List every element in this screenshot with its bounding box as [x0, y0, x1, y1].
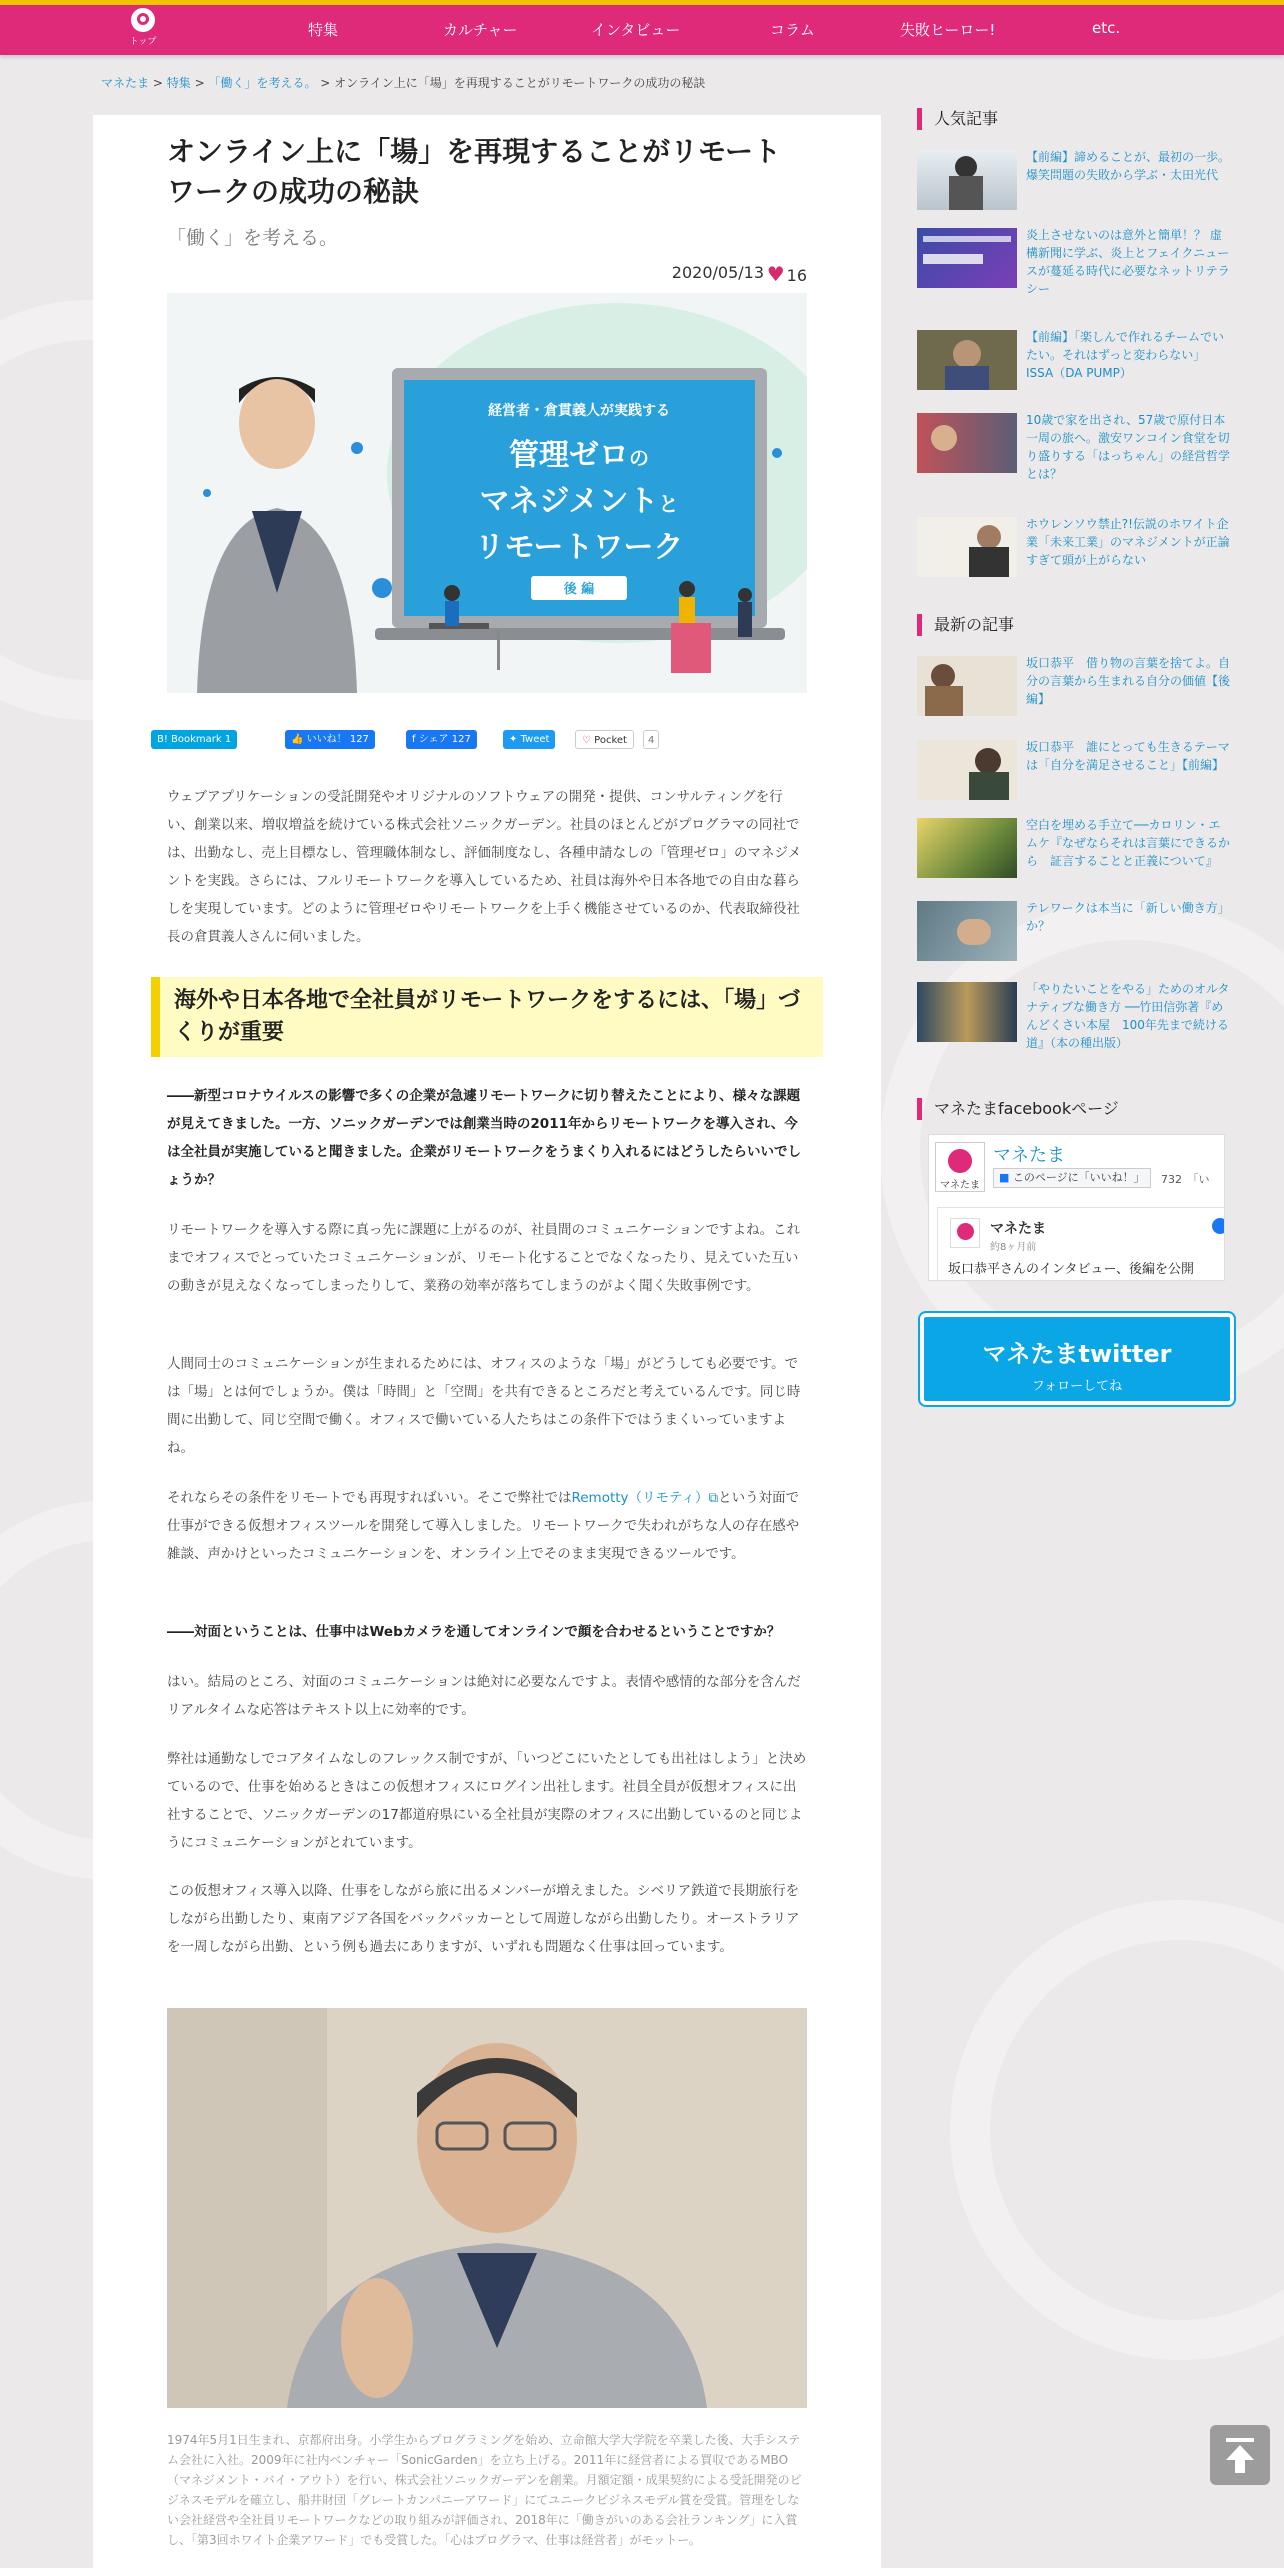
latest-heading: 最新の記事 [917, 614, 1014, 636]
breadcrumb-feature[interactable]: 特集 [166, 76, 191, 90]
latest-item-3[interactable]: 空白を埋める手立て──カロリン・エムケ『なぜならそれは言葉にできるから 証言することと正義について』 [917, 818, 1232, 882]
breadcrumb: マネたま > 特集 > 「働く」を考える。 > オンライン上に「場」を再現することがリモートワークの成功の秘訣 [101, 76, 706, 90]
article-intro: ウェブアプリケーションの受託開発やオリジナルのソフトウェアの開発・提供、コンサルティングを行い、創業以来、増収増益を続けている株式会社ソニックガーデン。社員のほとんどがプログラマの同社では、出勤なし、売上目標なし、管理職体制なし、評価制度なし、各種申請なしの「管理ゼロ」のマネジメントを実践。さらには、フルリモートワークを導入しているため、社員は海外や日本各地での自由な暮らしを実現しています。どのように管理ゼロやリモートワークを上手く機能させているのか、代表取締役社長の倉貫義人さんに伺いました。 [167, 789, 802, 945]
remotty-link[interactable]: Remotty（リモティ） [571, 1490, 709, 1506]
facebook-share-button[interactable]: f シェア 127 [406, 730, 477, 749]
hero-illustration [167, 293, 807, 693]
latest-thumb-1 [917, 656, 1017, 716]
latest-item-5[interactable]: 「やりたいことをやる」ためのオルタナティブな働き方 ──竹田信弥著『めんどくさい本屋 100年先まで続ける道』（本の種出版） [917, 982, 1232, 1046]
twitter-title: マネたまtwitter [982, 1340, 1172, 1368]
twitter-follow-button[interactable] [920, 1313, 1234, 1405]
thumbs-up-icon: 👍 [291, 734, 304, 745]
article-date: 2020/05/13 [671, 263, 764, 282]
fb-post-time: 約8ヶ月前 [990, 1242, 1037, 1253]
interview-photo-illustration [167, 2008, 807, 2408]
answer-5: 弊社は通勤なしでコアタイムなしのフレックス制ですが、「いつどこにいたとしても出社はしよう」と決めているので、仕事を始めるときはこの仮想オフィスにログイン出社します。社員全員が仮想オフィスに出社することで、ソニックガーデンの17都道府県にいる全社員が実際のオフィスに出勤しているのと同じようにコミュニケーションがとれています。 [167, 1751, 807, 1851]
article-card [93, 115, 881, 2568]
fb-page-name[interactable]: マネたま [993, 1145, 1065, 1166]
popular-item-4[interactable]: 10歳で家を出され、57歳で原付日本一周の旅へ。激安ワンコイン食堂を切り盛りする「はっちゃん」の経営哲学とは？ [917, 413, 1232, 477]
nav-culture[interactable]: カルチャー [443, 21, 518, 39]
interview-photo [167, 2008, 807, 2408]
popular-thumb-2 [917, 228, 1017, 288]
fb-post-avatar [950, 1218, 980, 1248]
like-counter[interactable] [767, 262, 807, 286]
answer-4: はい。結局のところ、対面のコミュニケーションは絶対に必要なんですよ。表情や感情的な部分を含んだリアルタイムな応答はテキスト以上に効率的です。 [167, 1674, 801, 1718]
logo-icon [131, 8, 155, 32]
answer-1: リモートワークを導入する際に真っ先に課題に上がるのが、社員間のコミュニケーションですよね。これまでオフィスでとっていたコミュニケーションが、リモート化することでなくなったり、見えていた互いの動きが見えなくなってしまったりして、業務の効率が落ちてしまうのがよく聞く失敗事例です。 [167, 1222, 801, 1294]
nav-failure-hero[interactable]: 失敗ヒーロー! [900, 21, 996, 39]
tweet-button[interactable]: ✦ Tweet [503, 730, 555, 749]
latest-item-1[interactable]: 坂口恭平 借り物の言葉を捨てよ。自分の言葉から生まれる自分の価値【後編】 [917, 656, 1232, 720]
banner-line2a: 管理ゼロ [509, 438, 629, 473]
fb-post-name: マネたま [990, 1221, 1046, 1237]
nav-interview[interactable]: インタビュー [591, 21, 681, 39]
popular-thumb-5 [917, 517, 1017, 577]
pocket-icon: ♡ [582, 735, 591, 746]
hero-image [167, 293, 807, 693]
fb-post-text: 坂口恭平さんのインタビュー、後編を公開 [948, 1262, 1194, 1277]
banner-line4: リモートワーク [474, 530, 684, 565]
arrow-up-to-top-icon [1210, 2425, 1270, 2485]
breadcrumb-current: オンライン上に「場」を再現することがリモートワークの成功の秘訣 [334, 76, 706, 90]
like-count: 16 [786, 266, 807, 285]
svg-text:マネジメントと [479, 484, 678, 519]
popular-thumb-4 [917, 413, 1017, 473]
svg-text:管理ゼロの [509, 438, 649, 473]
nav-column[interactable]: コラム [770, 21, 815, 39]
popular-item-3[interactable]: 【前編】「楽しんで作れるチームでいたい。それはずっと変わらない」ISSA（DA PUMP） [917, 330, 1232, 394]
heart-icon: ♥ [766, 262, 785, 286]
twitter-subtitle: フォローしてね [1031, 1379, 1123, 1394]
question-1: ――新型コロナウイルスの影響で多くの企業が急遽リモートワークに切り替えたことにより、様々な課題が見えてきました。一方、ソニックガーデンでは創業当時の2011年からリモートワークを導入され、今は全社員が実施していると聞きました。企業がリモートワークをうまくり入れるにはどうしたらいいでしょうか？ [167, 1088, 801, 1188]
popular-item-5[interactable]: ホウレンソウ禁止?!伝説のホワイト企業「未来工業」のマネジメントが正論すぎて頭が上がらない [917, 517, 1232, 581]
fb-post-card [937, 1207, 1225, 1281]
facebook-heading: マネたまfacebookページ [917, 1098, 1119, 1120]
fb-like-page-button[interactable]: ■ このページに「いいね！」 [993, 1168, 1151, 1188]
nav-feature[interactable]: 特集 [308, 21, 339, 39]
latest-thumb-4 [917, 901, 1017, 961]
popular-heading: 人気記事 [917, 108, 998, 130]
twitter-bird-icon: ✦ [509, 734, 518, 745]
banner-line3b: と [658, 492, 679, 516]
fb-like-count: 732 「い [1161, 1173, 1210, 1186]
home-logo[interactable] [128, 8, 158, 47]
nav-etc[interactable]: etc. [1092, 19, 1121, 37]
page-top-button[interactable] [1210, 2425, 1270, 2485]
latest-item-2[interactable]: 坂口恭平 誰にとっても生きるテーマは「自分を満足させること」【前編】 [917, 740, 1232, 804]
fb-square-icon: ■ [999, 1171, 1010, 1184]
banner-line2b: の [629, 446, 649, 470]
external-link-icon: ⧉ [708, 1490, 719, 1506]
popular-thumb-3 [917, 330, 1017, 390]
breadcrumb-home[interactable]: マネたま [101, 76, 150, 90]
facebook-like-button[interactable]: 👍 いいね！ 127 [285, 730, 375, 749]
answer-3: それならその条件をリモートでも再現すればいい。そこで弊社ではRemotty（リモティ）⧉という対面で仕事ができる仮想オフィスツールを開発して導入しました。リモートワークで失われがちな人の存在感や雑談、声かけといったコミュニケーションを、オンライン上でそのまま実現できるツールです。 [167, 1490, 800, 1562]
facebook-widget[interactable] [928, 1134, 1225, 1281]
answer-2: 人間同士のコミュニケーションが生まれるためには、オフィスのような「場」がどうしても必要です。では「場」とは何でしょうか。僕は「時間」と「空間」を共有できるところだと考えているんです。同じ時間に出勤して、同じ空間で働く。オフィスで働いている人たちはこの条件下ではうまくいっていますよね。 [167, 1356, 801, 1456]
photo-caption: 1974年5月1日生まれ、京都府出身。小学生からプログラミングを始め、立命館大学大学院を卒業した後、大手システム会社に入社。2009年に社内ベンチャー「SonicGarden」を立ち上げる。2011年に経営者による買収であるMBO（マネジメント・バイ・アウト）を行い、株式会社ソニックガーデンを創業。月額定額・成果契約による受託開発のビジネスモデルを確立し、船井財団「グレートカンパニーアワード」にてユニークビジネスモデル賞を受賞。管理をしない会社経営や全社員リモートワークなどの取り組みが評価され、2018年に「働きがいのある会社ランキング」に入賞し、「第3回ホワイト企業アワード」でも受賞した。「心はプログラマ、仕事は経営者」がモットー。 [167, 2433, 802, 2547]
fb-page-avatar: マネたま [935, 1142, 985, 1192]
fb-follow-icon[interactable] [1212, 1218, 1225, 1234]
popular-item-2[interactable]: 炎上させないのは意外と簡単！？ 虚構新聞に学ぶ、炎上とフェイクニュースが蔓延る時代に必要なネットリテラシー [917, 228, 1232, 292]
pocket-count: 4 [643, 730, 659, 749]
section-heading: 海外や日本各地で全社員がリモートワークをするには、「場」づくりが重要 [151, 977, 823, 1057]
facebook-icon: f [412, 734, 416, 745]
hatena-bookmark-button[interactable]: B! Bookmark 1 [151, 730, 237, 749]
latest-thumb-3 [917, 818, 1017, 878]
logo-label: トップ [129, 37, 157, 47]
banner-line3a: マネジメント [479, 484, 659, 519]
banner-tag: 後 編 [563, 582, 595, 597]
question-2: ――対面ということは、仕事中はWebカメラを通してオンラインで顔を合わせるということですか？ [167, 1624, 781, 1640]
popular-thumb-1 [917, 150, 1017, 210]
top-stripe [0, 0, 1284, 5]
article-title: オンライン上に「場」を再現することがリモートワークの成功の秘訣 [167, 136, 782, 207]
site-header [0, 0, 1284, 55]
article-category: 「働く」を考える。 [167, 227, 339, 249]
pocket-button[interactable]: ♡ Pocket [575, 730, 634, 749]
breadcrumb-category[interactable]: 「働く」を考える。 [208, 76, 317, 90]
popular-item-1[interactable]: 【前編】諦めることが、最初の一歩。爆笑問題の失敗から学ぶ・太田光代 [917, 150, 1232, 214]
latest-item-4[interactable]: テレワークは本当に「新しい働き方」か？ [917, 901, 1232, 965]
latest-thumb-2 [917, 740, 1017, 800]
answer-6: この仮想オフィス導入以降、仕事をしながら旅に出るメンバーが増えました。シベリア鉄道で長期旅行をしながら出勤したり、東南アジア各国をバックパッカーとして周遊しながら出勤したり。オーストラリアを一周しながら出勤、という例も過去にありますが、いずれも問題なく仕事は回っています。 [167, 1883, 800, 1955]
banner-line1: 経営者・倉貫義人が実践する [488, 403, 670, 419]
latest-thumb-5 [917, 982, 1017, 1042]
